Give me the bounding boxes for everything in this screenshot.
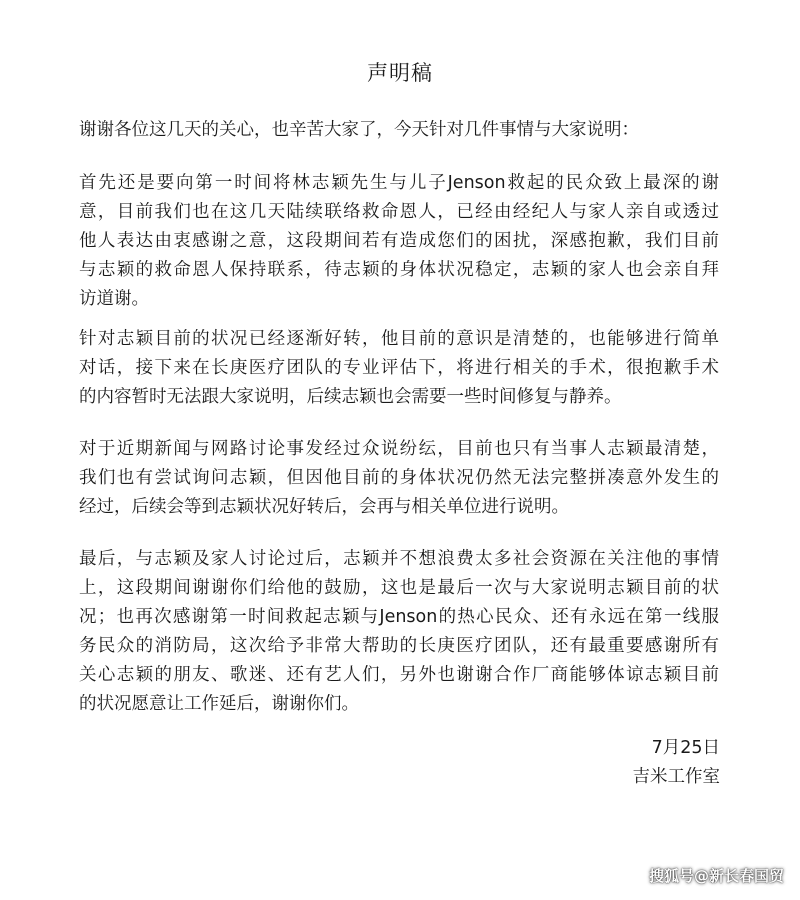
paragraph-2-line-5: 访道谢。 [79, 289, 149, 309]
document-title: 声明稿 [367, 61, 433, 85]
paragraph-4-line-2: 我们也有尝试询问志颖，但因他目前的身体状况仍然无法完整拼凑意外发生的 [79, 468, 719, 488]
paragraph-2-line-2: 意，目前我们也在这几天陆续联络救命恩人，已经由经纪人与家人亲自或透过 [79, 202, 719, 222]
paragraph-1-line-1: 谢谢各位这几天的关心，也辛苦大家了，今天针对几件事情与大家说明： [79, 120, 639, 140]
paragraph-3-line-1: 针对志颖目前的状况已经逐渐好转，他目前的意识是清楚的，也能够进行简单 [79, 329, 719, 349]
paragraph-2-line-4: 与志颖的救命恩人保持联系，待志颖的身体状况稳定，志颖的家人也会亲自拜 [79, 260, 719, 280]
paragraph-5-line-2: 上，这段期间谢谢你们给他的鼓励，这也是最后一次与大家说明志颖目前的状 [79, 578, 719, 598]
paragraph-5-line-6: 的状况愿意让工作延后，谢谢你们。 [79, 694, 359, 714]
paragraph-4-line-3: 经过，后续会等到志颖状况好转后，会再与相关单位进行说明。 [79, 497, 569, 517]
studio-signature: 吉米工作室 [632, 767, 720, 787]
paragraph-5-line-5: 关心志颖的朋友、歌迷、还有艺人们，另外也谢谢合作厂商能够体谅志颖目前 [79, 665, 719, 685]
paragraph-3-line-2: 对话，接下来在长庚医疗团队的专业评估下，将进行相关的手术，很抱歉手术 [79, 358, 719, 378]
paragraph-2-line-3: 他人表达由衷感谢之意，这段期间若有造成您们的困扰，深感抱歉，我们目前 [79, 231, 719, 251]
paragraph-3-line-3: 的内容暂时无法跟大家说明，后续志颖也会需要一些时间修复与静养。 [79, 387, 622, 407]
statement-date: 7月25日 [651, 738, 720, 758]
paragraph-2-line-1: 首先还是要向第一时间将林志颖先生与儿子Jenson救起的民众致上最深的谢 [79, 173, 719, 193]
source-watermark: 搜狐号@新长春国贸 [648, 867, 784, 885]
paragraph-5-line-1: 最后，与志颖及家人讨论过后，志颖并不想浪费太多社会资源在关注他的事情 [79, 549, 719, 569]
paragraph-5-line-3: 况；也再次感谢第一时间救起志颖与Jenson的热心民众、还有永远在第一线服 [79, 607, 719, 627]
paragraph-5-line-4: 务民众的消防局，这次给予非常大帮助的长庚医疗团队，还有最重要感谢所有 [79, 636, 719, 656]
paragraph-4-line-1: 对于近期新闻与网路讨论事发经过众说纷纭，目前也只有当事人志颖最清楚， [79, 439, 719, 459]
